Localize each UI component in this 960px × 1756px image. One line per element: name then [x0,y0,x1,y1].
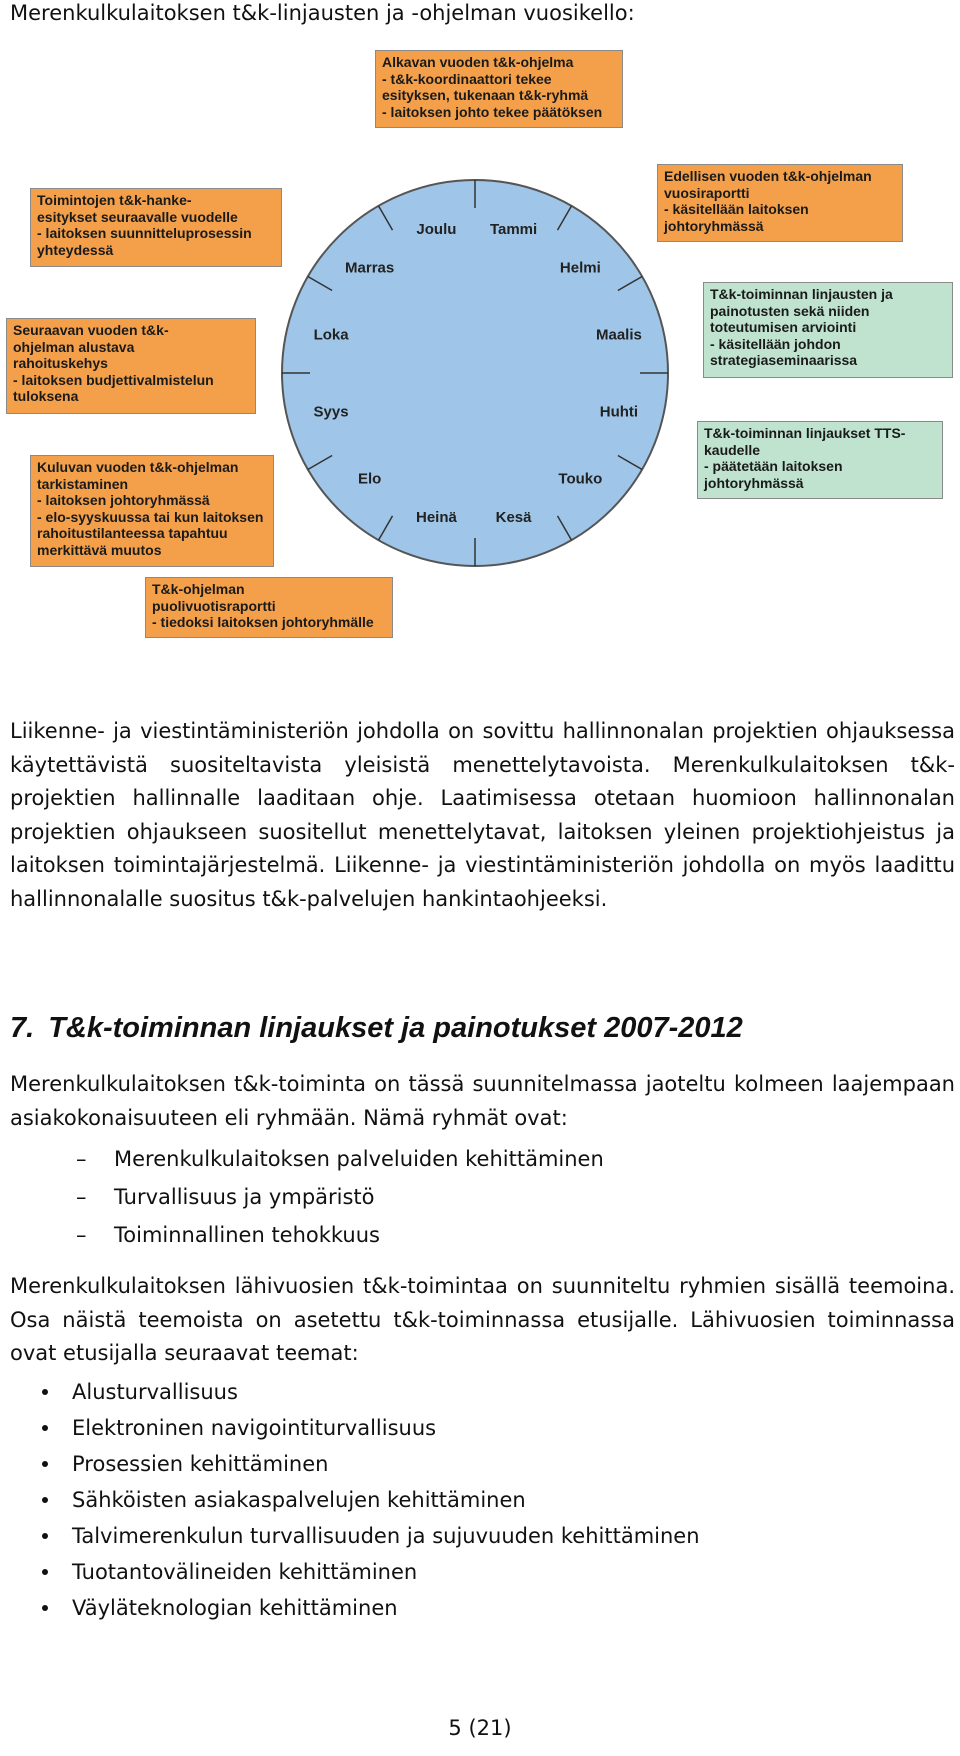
annual-cycle-diagram [0,40,960,650]
box-program-revision: Kuluvan vuoden t&k-ohjelman tarkistaminen - laitoksen johtoryhmässä - elo-syyskuussa tai kun laitoksen rahoitustilanteessa tapahtuu merkittävä muutos [30,455,274,567]
month-label: Elo [357,470,382,488]
bullet-icon [42,1461,48,1467]
section-heading [10,1010,743,1046]
box-tts-period: T&k-toiminnan linjaukset TTS- kaudelle - päätetään laitoksen johtoryhmässä [697,421,943,499]
list-item-text: Merenkulkulaitoksen palveluiden kehittäminen [114,1147,604,1171]
month-label: Joulu [416,221,457,239]
section-title: T&k-toiminnan linjaukset ja painotukset 2007-2012 [48,1012,743,1044]
list-item-text: Elektroninen navigointiturvallisuus [72,1416,437,1440]
month-label: Huhti [599,403,639,421]
list-item-text: Alusturvallisuus [72,1380,238,1404]
month-label: Touko [558,470,603,488]
bullet-icon [42,1605,48,1611]
month-label: Heinä [416,508,457,526]
bullet-icon [42,1497,48,1503]
box-next-year-program: Alkavan vuoden t&k-ohjelma - t&k-koordinaattori tekee esityksen, tukenaan t&k-ryhmä - laitoksen johto tekee päätöksen [375,50,623,128]
list-item-text: Sähköisten asiakaspalvelujen kehittäminen [72,1488,526,1512]
month-label: Helmi [559,259,601,277]
section-number: 7. [10,1012,35,1044]
dash-marker: – [76,1185,87,1209]
paragraph-project-guidance: Liikenne- ja viestintäministeriön johdolla on sovittu hallinnonalan projektien ohjauksessa käytettävistä suositeltavista yleisistä menettelytavoista. Merenkulkulaitoksen t&k-projektien hallinnalle laaditaan ohje. Laatimisessa otetaan huomioon hallinnonalan projektien ohjaukseen suositellut menettelytavat, laitoksen yleinen projektiohjeistus ja laitoksen toimintajärjestelmä. Liikenne- ja viestintäministeriön johdolla on myös laadittu hallinnonalalle suositus t&k-palvelujen hankintaohjeeksi. [10,719,955,911]
page-number: 5 (21) [448,1716,512,1740]
list-item-text: Toiminnallinen tehokkuus [114,1223,380,1247]
month-label: Loka [313,326,349,344]
box-project-proposals: Toimintojen t&k-hanke- esitykset seuraavalle vuodelle - laitoksen suunnitteluprosessin yhteydessä [30,188,282,267]
dash-marker: – [76,1147,87,1171]
list-item-text: Tuotantovälineiden kehittäminen [72,1560,418,1584]
box-funding-frame: Seuraavan vuoden t&k- ohjelman alustava rahoituskehys - laitoksen budjettivalmistelun tuloksena [6,318,256,414]
list-item-text: Turvallisuus ja ympäristö [114,1185,375,1209]
month-label: Kesä [495,508,532,526]
bullet-icon [42,1569,48,1575]
page-title: Merenkulkulaitoksen t&k-linjausten ja -ohjelman vuosikello: [10,1,635,25]
list-item-text: Prosessien kehittäminen [72,1452,329,1476]
bullet-icon [42,1533,48,1539]
month-label: Tammi [489,221,538,239]
box-half-year-report: T&k-ohjelman puolivuotisraportti - tiedoksi laitoksen johtoryhmälle [145,577,393,638]
month-label: Syys [313,403,349,421]
dash-marker: – [76,1223,87,1247]
box-annual-report: Edellisen vuoden t&k-ohjelman vuosiraportti - käsitellään laitoksen johtoryhmässä [657,164,903,242]
month-label: Maalis [595,326,642,344]
month-label: Marras [345,259,395,277]
bullet-icon [42,1425,48,1431]
bullet-icon [42,1389,48,1395]
box-evaluation: T&k-toiminnan linjausten ja painotusten sekä niiden toteutumisen arviointi - käsitellään johdon strategiaseminaarissa [703,282,953,378]
list-item-text: Talvimerenkulun turvallisuuden ja sujuvuuden kehittäminen [72,1524,700,1548]
paragraph-groups-intro: Merenkulkulaitoksen t&k-toiminta on tässä suunnitelmassa jaoteltu kolmeen laajempaan asiakokonaisuuteen eli ryhmään. Nämä ryhmät ovat: [10,1072,955,1130]
paragraph-themes-intro: Merenkulkulaitoksen lähivuosien t&k-toimintaa on suunniteltu ryhmien sisällä teemoina. Osa näistä teemoista on asetettu t&k-toiminnassa etusijalle. Lähivuosien toiminnassa ovat etusijalla seuraavat teemat: [10,1274,955,1365]
list-item-text: Väyläteknologian kehittäminen [72,1596,398,1620]
year-circle [282,180,668,566]
